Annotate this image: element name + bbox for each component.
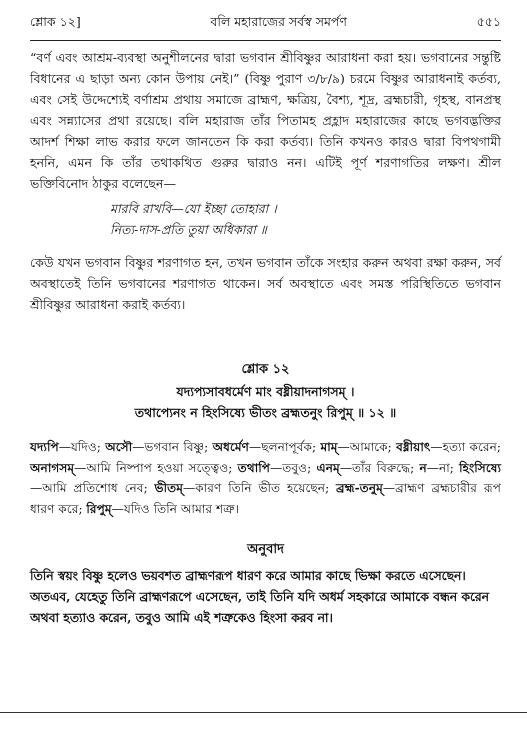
purport-paragraph-1: “বর্ণ এবং আশ্রম-ব্যবস্থা অনুশীলনের দ্বারা ভগবান শ্রীবিষ্ণুর আরাধনা করা হয়। ভগবানের সন্তুষ্টি বিধানের এ ছাড়া অন্য কোন উপায় নেই।” (বিষ্ণু পুরাণ ৩/৮/৯) চরমে বিষ্ণুর আরাধনাই কর্তব্য, এবং সেই উদ্দেশ্যেই বর্ণাশ্রম প্রথায় সমাজে ব্রাহ্মণ, ক্ষত্রিয়, বৈশ্য, শূদ্র, ব্রহ্মচারী, গৃহস্থ, বানপ্রস্থ এবং সন্ন্যাসের প্রথা রয়েছে। বলি মহারাজ তাঁর পিতামহ প্রহ্লাদ মহারাজের কাছে ভগবদ্ভক্তির আদর্শ শিক্ষা লাভ করার ফলে জানতেন কি করা কর্তব্য। তিনি কখনও কারও দ্বারা বিপথগামী হননি, এমন কি তাঁর তথাকথিত গুরুর দ্বারাও নন। এটিই পূর্ণ শরণাগতির লক্ষণ। শ্রীল ভক্তিবিনোদ ঠাকুর বলেছেন— — [30, 50, 501, 191]
synonym-term: তথাপি — [237, 460, 271, 475]
synonym-meaning: —আমি প্রতিশোধ নেব; — [30, 481, 155, 495]
word-for-word-synonyms — [30, 437, 501, 519]
synonym-meaning: —ব্রাহ্মণ ব্রহ্মচারীর রূপ ধারণ করে; — [30, 481, 501, 516]
synonym-term: ন — [419, 460, 427, 475]
synonym-meaning: —কারণ তিনি ভীত হয়েছেন; — [183, 481, 337, 495]
footer-rule — [0, 712, 527, 713]
quoted-verse — [110, 198, 501, 240]
synonym-term: যদ্যপি — [30, 440, 59, 454]
synonym-term: এনম্ — [316, 460, 340, 475]
synonym-meaning: —আমাকে; — [337, 440, 397, 454]
synonym-meaning: —তবুও; — [270, 460, 317, 475]
translation-heading: অনুবাদ — [247, 542, 284, 557]
synonym-meaning: —ভগবান বিষ্ণু; — [132, 440, 213, 454]
sanskrit-line-1: যদ্যপ্যসাবধর্মেণ মাং বধ্নীয়াদনাগসম্ । — [176, 384, 355, 399]
synonym-term: রিপুম্ — [86, 501, 112, 516]
synonym-meaning: —না; — [426, 460, 460, 475]
synonym-term: ব্রহ্ম-তনুম্ — [336, 481, 383, 495]
running-header — [30, 14, 501, 40]
synonym-meaning: —যদিও তিনি আমার শত্রু। — [111, 501, 240, 516]
header-rule — [30, 40, 501, 41]
header-chapter-title: বলি মহারাজের সর্বস্ব সমর্পণ — [210, 14, 347, 29]
synonym-meaning: —যদিও; — [58, 440, 106, 454]
quoted-verse-line-2: নিত্য-দাস-প্রতি তুয়া অধিকারা ॥ — [110, 222, 267, 237]
synonym-term: অনাগসম্ — [30, 460, 75, 475]
synonym-meaning: —ছলনাপূর্বক; — [249, 440, 321, 454]
quoted-verse-line-1: মারবি রাখবি—যো ইচ্ছা তোহারা । — [110, 201, 277, 216]
sanskrit-line-2: তথাপ্যেনং ন হিংসিষ্যে ভীতং ব্রহ্মতনুং রিপুম্ ॥ ১২ ॥ — [134, 405, 397, 420]
synonym-term: মাম্ — [320, 440, 338, 454]
synonym-term: অসৌ — [105, 440, 133, 454]
synonym-term: হিংসিষ্যে — [459, 460, 501, 475]
purport-paragraph-2: কেউ যখন ভগবান বিষ্ণুর শরণাগত হন, তখন ভগবান তাঁকে সংহার করুন অথবা রক্ষা করুন, সর্ব অবস্থাতেই তিনি ভগবানের শরণাগত থাকেন। সর্ব অবস্থাতে এবং সমস্ত পরিস্থিতিতে ভগবান শ্রীবিষ্ণুর আরাধনা করাই কর্তব্য। — [30, 255, 501, 312]
synonym-term: বধ্নীয়াৎ — [396, 440, 431, 454]
translation-text: তিনি স্বয়ং বিষ্ণু হলেও ভয়বশত ব্রাহ্মণরূপ ধারণ করে আমার কাছে ভিক্ষা করতে এসেছেন। অতএব, যেহেতু তিনি ব্রাহ্মণরূপে এসেছেন, তাই তিনি যদি অধর্ম সহকারে আমাকে বন্ধন করেন অথবা হত্যাও করেন, তবুও আমি এই শত্রুকেও হিংসা করব না। — [30, 568, 489, 625]
sloka-heading: শ্লোক ১২ — [241, 362, 290, 377]
synonym-meaning: —আমি নিষ্পাপ হওয়া সত্ত্বেও; — [74, 460, 238, 475]
page-number: ৫৫১ — [476, 14, 501, 29]
synonym-meaning: —হত্যা করেন; — [430, 440, 501, 454]
synonym-term: ভীতম্ — [154, 481, 184, 495]
synonym-term: অধর্মেণ — [212, 440, 250, 454]
synonym-meaning: —তাঁর বিরুদ্ধে; — [339, 460, 420, 475]
header-sloka-ref: শ্লোক ১২] — [30, 14, 81, 29]
